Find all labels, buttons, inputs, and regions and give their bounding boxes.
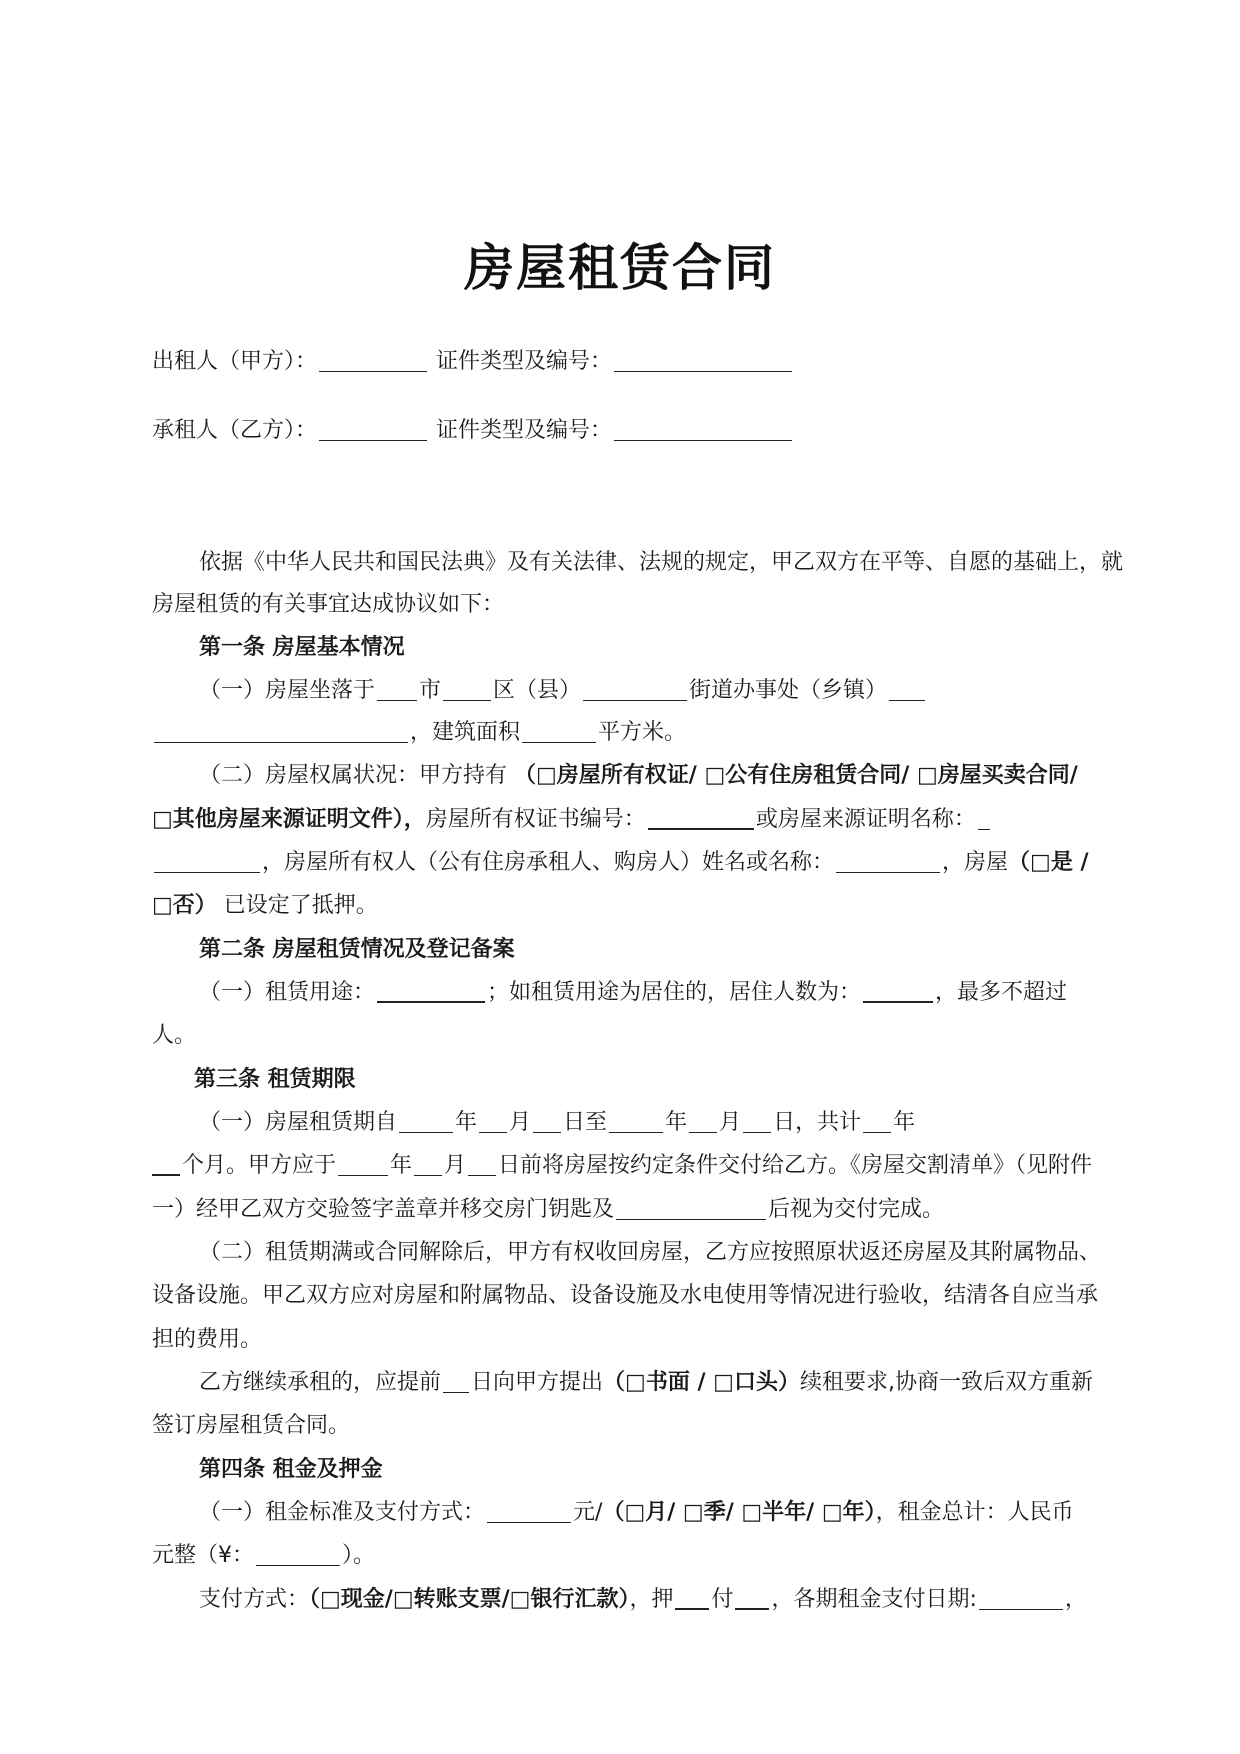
district-blank[interactable] [443,678,491,701]
article-1-clause-1-line-2 [152,718,1092,748]
party-b-id-label: 证件类型及编号： [436,418,613,443]
payment-end: ， [1064,1587,1087,1612]
usage-blank[interactable] [377,979,485,1003]
renewal-days-blank[interactable] [443,1370,469,1393]
party-b-id-blank[interactable] [614,418,792,441]
address-detail-blank[interactable] [154,720,408,743]
year-label: 年 [390,1153,413,1178]
street-blank[interactable] [583,678,687,701]
article-1-heading: 第一条 房屋基本情况 [199,635,405,660]
article-1-clause-2-line-4 [152,891,1092,921]
renewal-line-1 [199,1368,1092,1398]
payment-method-line [199,1585,1092,1615]
months-text: 个月。甲方应于 [182,1153,337,1178]
start-year-blank[interactable] [399,1110,453,1133]
article-2-clause-1-line-2: 人。 [152,1023,197,1048]
renewal-suffix: 续租要求,协商一致后双方重新 [799,1370,1093,1395]
month-label: 月 [719,1110,742,1135]
term-prefix: （一）房屋租赁期自 [199,1110,398,1135]
usage-label: （一）租赁用途： [199,980,376,1005]
city-blank[interactable] [377,678,417,701]
rent-total-text: 元整（¥： [152,1543,254,1568]
renewal-options[interactable]: （□书面 / □口头） [603,1370,800,1395]
rent-total-figure-blank[interactable] [256,1543,340,1566]
certificate-no-blank[interactable] [648,806,754,830]
article-2-clause-1-line-1 [199,978,1092,1008]
mortgage-yes-option[interactable]: （□是 / [1008,850,1089,875]
deposit-label: ，押 [629,1587,674,1612]
owner-blank[interactable] [836,850,940,873]
deliver-month-blank[interactable] [414,1153,442,1176]
street-label: 街道办事处（乡镇） [689,678,888,703]
deliver-day-blank[interactable] [468,1153,496,1176]
renewal-prefix: 乙方继续承租的，应提前 [199,1370,442,1395]
year-label: 年 [455,1110,478,1135]
party-b-label: 承租人（乙方）： [152,418,318,443]
article-2-heading: 第二条 房屋租赁情况及登记备案 [199,937,515,962]
renewal-line-2: 签订房屋租赁合同。 [152,1413,351,1438]
preamble-line-2: 房屋租赁的有关事宜达成协议如下： [152,592,505,617]
rent-unit: 元/ [573,1500,603,1525]
township-blank[interactable] [889,678,925,701]
party-a-id-label: 证件类型及编号： [436,349,613,374]
party-a-label: 出租人（甲方）： [152,349,318,374]
year-label: 年 [665,1110,688,1135]
rent-period-options[interactable]: （□月/ □季/ □半年/ □年） [602,1500,876,1525]
deliver-year-blank[interactable] [338,1153,388,1176]
house-label: ，房屋 [942,850,1009,875]
month-label: 月 [444,1153,467,1178]
article-4-heading: 第四条 租金及押金 [199,1457,383,1482]
day-to-label: 日至 [563,1110,608,1135]
party-a-id-blank[interactable] [614,349,792,372]
article-3-clause-1-line-2 [152,1151,1092,1181]
deposit-blank[interactable] [675,1586,709,1610]
total-years-blank[interactable] [863,1110,891,1133]
pay-blank[interactable] [735,1586,769,1610]
renewal-mid: 日向甲方提出 [471,1370,604,1395]
payment-method-options[interactable]: （□现金/□转账支票/□银行汇款） [309,1587,630,1612]
area-blank[interactable] [522,720,596,743]
ownership-options-2[interactable]: □其他房屋来源证明文件）， [152,807,426,832]
article-4-clause-1-line-2 [152,1541,1092,1571]
source-name-label: 或房屋来源证明名称： [755,807,976,832]
pay-label: 付 [711,1587,734,1612]
rent-total-label: ，租金总计：人民币 [875,1500,1074,1525]
area-unit: 平方米。 [598,720,687,745]
party-b-name-blank[interactable] [319,418,427,441]
city-label: 市 [419,678,442,703]
rent-total-close: ）。 [342,1543,376,1568]
mortgage-text: 已设定了抵押。 [216,893,378,918]
payment-method-label: 支付方式： [199,1587,310,1612]
mortgage-no-option[interactable]: □否） [152,893,217,918]
article-4-clause-1-line-1 [199,1498,1092,1528]
occupants-blank[interactable] [863,979,933,1003]
day-total-label: 日，共计 [773,1110,862,1135]
handover-complete-text: 后视为交付完成。 [768,1197,945,1222]
article-3-clause-2-line-3: 担的费用。 [152,1327,263,1352]
article-3-clause-1-line-1 [199,1108,1092,1138]
start-month-blank[interactable] [479,1110,507,1133]
article-3-clause-2-line-1: （二）租赁期满或合同解除后，甲方有权收回房屋，乙方应按照原状返还房屋及其附属物品、 [199,1240,1102,1265]
end-year-blank[interactable] [609,1110,663,1133]
ownership-prefix: （二）房屋权属状况：甲方持有 [199,763,514,788]
end-month-blank[interactable] [689,1110,717,1133]
end-day-blank[interactable] [743,1110,771,1133]
article-1-clause-2-line-3 [152,848,1092,878]
rent-standard-label: （一）租金标准及支付方式： [199,1500,486,1525]
area-label: ，建筑面积 [410,720,521,745]
rent-amount-blank[interactable] [487,1500,571,1523]
max-occupants-label: ，最多不超过 [935,980,1068,1005]
party-a-name-blank[interactable] [319,349,427,372]
occupants-label: ；如租赁用途为居住的，居住人数为： [487,980,862,1005]
article-1-clause-2-line-2 [152,805,1092,835]
owner-label: ，房屋所有权人（公有住房承租人、购房人）姓名或名称： [262,850,835,875]
article-3-clause-2-line-2: 设备设施。甲乙双方应对房屋和附属物品、设备设施及水电使用等情况进行验收，结清各自应当承 [152,1283,1099,1308]
payment-date-blank[interactable] [979,1587,1063,1610]
document-title: 房屋租赁合同 [464,239,776,297]
handover-items-blank[interactable] [616,1197,766,1220]
district-label: 区（县） [493,678,582,703]
preamble-line-1: 依据《中华人民共和国民法典》及有关法律、法规的规定，甲乙双方在平等、自愿的基础上，就 [199,550,1124,575]
year-label: 年 [893,1110,916,1135]
article-3-clause-1-line-3 [152,1195,1092,1225]
party-a-row [152,347,1092,377]
ownership-options-1[interactable]: （□房屋所有权证/ □公有住房租赁合同/ □房屋买卖合同/ [514,763,1078,788]
month-label: 月 [509,1110,532,1135]
location-prefix: （一）房屋坐落于 [199,678,376,703]
party-b-row [152,416,1092,446]
article-3-heading: 第三条 租赁期限 [194,1067,356,1092]
total-months-blank[interactable] [152,1152,180,1176]
source-name-blank[interactable] [978,807,990,830]
payment-date-label: ，各期租金支付日期: [771,1587,977,1612]
handover-text: 一）经甲乙双方交验签字盖章并移交房门钥匙及 [152,1197,615,1222]
deliver-text: 日前将房屋按约定条件交付给乙方。《房屋交割清单》（见附件 [498,1153,1093,1178]
start-day-blank[interactable] [533,1110,561,1133]
source-name-blank-cont[interactable] [154,850,260,873]
article-1-clause-2-line-1 [199,761,1092,791]
article-1-clause-1-line-1 [199,676,1092,706]
certificate-no-label: 房屋所有权证书编号： [425,807,646,832]
